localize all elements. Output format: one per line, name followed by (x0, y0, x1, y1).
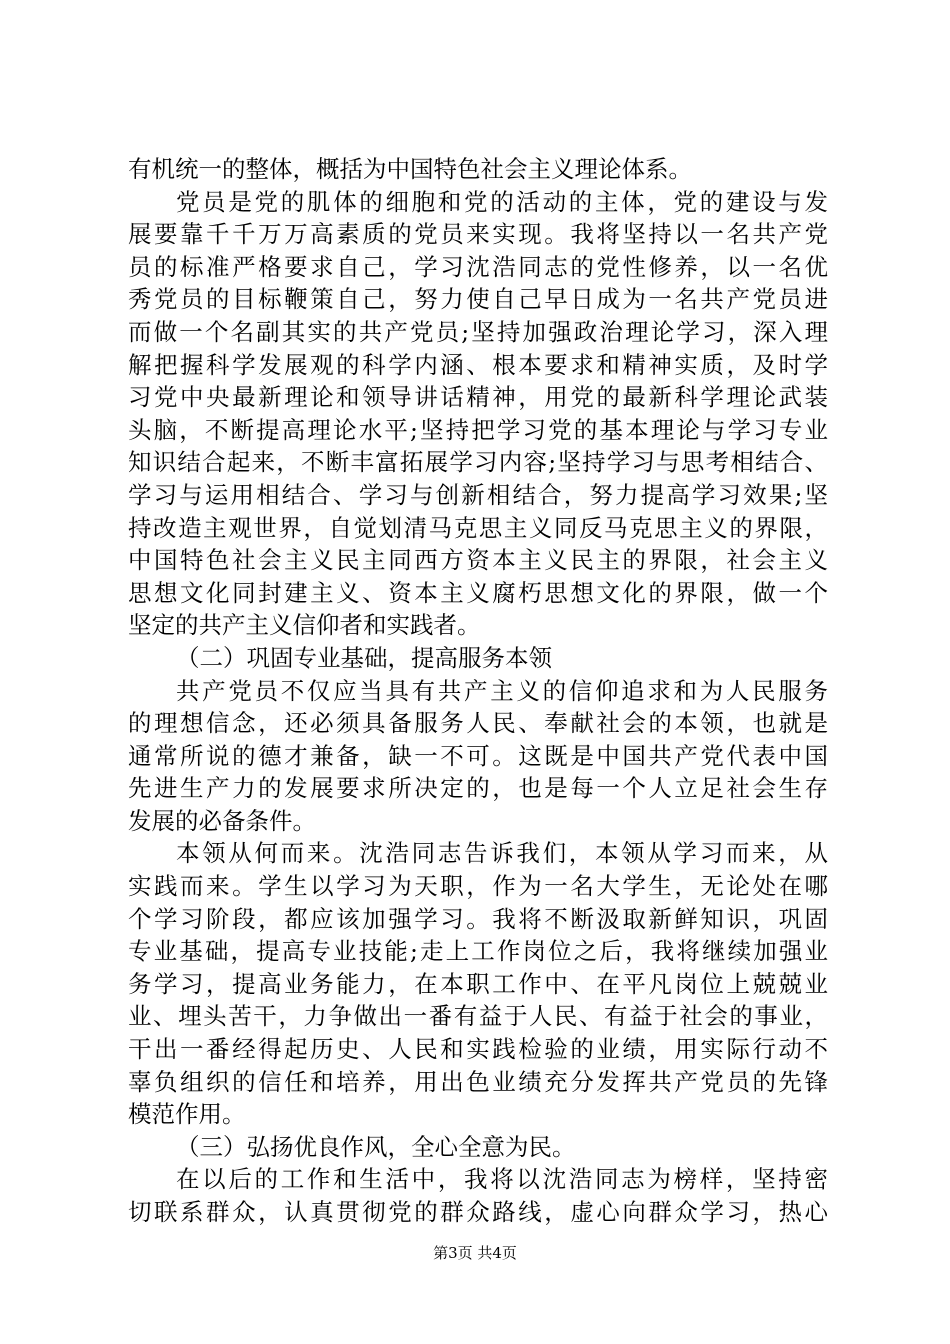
text-line: 展要靠千千万万高素质的党员来实现。我将坚持以一名共产党 (128, 220, 828, 249)
document-body (128, 153, 828, 1229)
text-line: 而做一个名副其实的共产党员;坚持加强政治理论学习，深入理 (128, 317, 828, 346)
text-line: 通常所说的德才兼备，缺一不可。这既是中国共产党代表中国 (128, 741, 828, 770)
text-line: 专业基础，提高专业技能;走上工作岗位之后，我将继续加强业 (128, 937, 828, 966)
text-line: 业、埋头苦干，力争做出一番有益于人民、有益于社会的事业， (128, 1002, 828, 1031)
text-line: 模范作用。 (128, 1100, 246, 1129)
text-line: 干出一番经得起历史、人民和实践检验的业绩，用实际行动不 (128, 1035, 828, 1064)
text-line: 共产党员不仅应当具有共产主义的信仰追求和为人民服务 (176, 676, 828, 705)
text-line: 辜负组织的信任和培养，用出色业绩充分发挥共产党员的先锋 (128, 1067, 828, 1096)
text-line: 学习与运用相结合、学习与创新相结合，努力提高学习效果;坚 (128, 480, 828, 509)
text-line: 的理想信念，还必须具备服务人民、奉献社会的本领，也就是 (128, 709, 828, 738)
text-line: 务学习，提高业务能力，在本职工作中、在平凡岗位上兢兢业 (128, 969, 828, 998)
text-line: 秀党员的目标鞭策自己，努力使自己早日成为一名共产党员进 (128, 285, 828, 314)
page-number-footer: 第3页 共4页 (433, 1244, 517, 1262)
text-line: （三）弘扬优良作风，全心全意为民。 (176, 1132, 576, 1161)
text-line: 在以后的工作和生活中，我将以沈浩同志为榜样，坚持密 (176, 1165, 828, 1194)
text-line: 本领从何而来。沈浩同志告诉我们，本领从学习而来，从 (176, 839, 828, 868)
text-line: 解把握科学发展观的科学内涵、根本要求和精神实质，及时学 (128, 350, 828, 379)
text-line: 员的标准严格要求自己，学习沈浩同志的党性修养，以一名优 (128, 252, 828, 281)
text-line: 个学习阶段，都应该加强学习。我将不断汲取新鲜知识，巩固 (128, 904, 828, 933)
text-line: 习党中央最新理论和领导讲话精神，用党的最新科学理论武装 (128, 383, 828, 412)
text-line: 先进生产力的发展要求所决定的，也是每一个人立足社会生存 (128, 774, 828, 803)
text-line: 切联系群众，认真贯彻党的群众路线，虚心向群众学习，热心 (128, 1198, 828, 1226)
text-line: 知识结合起来，不断丰富拓展学习内容;坚持学习与思考相结合、 (128, 448, 828, 477)
text-line: 头脑，不断提高理论水平;坚持把学习党的基本理论与学习专业 (128, 415, 828, 444)
text-line: 实践而来。学生以学习为天职，作为一名大学生，无论处在哪 (128, 872, 828, 901)
text-line: 思想文化同封建主义、资本主义腐朽思想文化的界限，做一个 (128, 578, 828, 607)
text-line: 中国特色社会主义民主同西方资本主义民主的界限，社会主义 (128, 546, 828, 575)
text-line: 发展的必备条件。 (128, 806, 316, 835)
text-line: 党员是党的肌体的细胞和党的活动的主体，党的建设与发 (176, 187, 828, 216)
text-line: 持改造主观世界，自觉划清马克思主义同反马克思主义的界限， (128, 513, 828, 542)
text-line: （二）巩固专业基础，提高服务本领 (176, 643, 552, 672)
text-line: 有机统一的整体，概括为中国特色社会主义理论体系。 (128, 155, 692, 183)
text-line: 坚定的共产主义信仰者和实践者。 (128, 611, 481, 640)
